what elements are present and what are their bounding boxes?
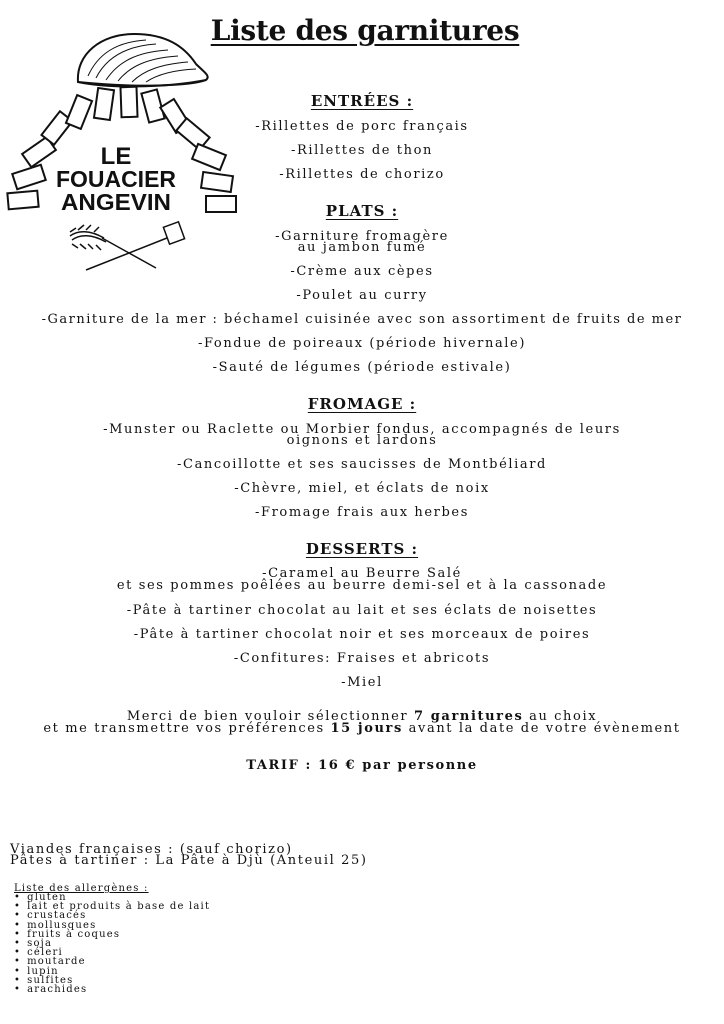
allergen-item: • céleri	[14, 948, 210, 957]
selection-note-line-1: Merci de bien vouloir sélectionner 7 garnitures au choix	[126, 709, 598, 724]
list-item: -Chèvre, miel, et éclats de noix	[234, 481, 490, 496]
list-item: -Miel	[341, 675, 383, 690]
list-item: -Garniture fromagère	[275, 229, 449, 244]
list-item: -Rillettes de thon	[290, 143, 434, 158]
list-item: -Crème aux cèpes	[290, 264, 434, 279]
allergen-item: • fruits à coques	[14, 930, 210, 939]
logo-line-1: LE	[100, 143, 132, 170]
allergen-item: • crustacés	[14, 911, 210, 920]
selection-note-line-2: et me transmettre vos préférences 15 jours avant la date de votre évènement	[43, 721, 681, 736]
list-item-continuation: oignons et lardons	[286, 433, 438, 448]
list-item-continuation: au jambon fumé	[297, 240, 427, 255]
allergen-list-title: Liste des allergènes :	[14, 883, 149, 894]
allergen-item: • gluten	[14, 893, 210, 902]
list-item: -Fromage frais aux herbes	[255, 505, 469, 520]
allergen-item: • arachides	[14, 985, 210, 994]
footer-meat-origin: Viandes françaises : (sauf chorizo)	[10, 842, 293, 857]
flat-cap-icon	[78, 34, 208, 86]
section-heading-entrees: ENTRÉES :	[310, 92, 414, 110]
tarif: TARIF : 16 € par personne	[246, 758, 478, 773]
list-item: -Garniture de la mer : béchamel cuisinée avec son assortiment de fruits de mer	[41, 312, 683, 327]
logo-line-3: ANGEVIN	[61, 189, 171, 215]
allergen-item: • mollusques	[14, 921, 210, 930]
section-heading-desserts: DESSERTS :	[305, 540, 419, 558]
allergen-item: • soja	[14, 939, 210, 948]
list-item: -Rillettes de porc français	[255, 119, 469, 134]
footer-spread-origin: Pâtes à tartiner : La Pâte à Djù (Anteuil 25)	[10, 853, 368, 868]
list-item-continuation: et ses pommes poêlées au beurre demi-sel et à la cassonade	[116, 578, 608, 593]
section-heading-plats: PLATS :	[325, 202, 399, 220]
allergen-list	[14, 893, 210, 994]
list-item: -Cancoillotte et ses saucisses de Montbéliard	[177, 457, 547, 472]
allergen-item: • lait et produits à base de lait	[14, 902, 210, 911]
list-item: -Sauté de légumes (période estivale)	[212, 360, 512, 375]
allergen-item: • lupin	[14, 967, 210, 976]
list-item: -Pâte à tartiner chocolat au lait et ses éclats de noisettes	[126, 603, 598, 618]
list-item: -Confitures: Fraises et abricots	[233, 651, 491, 666]
allergen-item: • sulfites	[14, 976, 210, 985]
list-item: -Munster ou Raclette ou Morbier fondus, accompagnés de leurs	[103, 422, 621, 437]
allergen-item: • moutarde	[14, 957, 210, 966]
list-item: -Poulet au curry	[296, 288, 428, 303]
list-item: -Rillettes de chorizo	[279, 167, 445, 182]
list-item: -Pâte à tartiner chocolat noir et ses morceaux de poires	[133, 627, 591, 642]
list-item: -Caramel au Beurre Salé	[262, 566, 462, 581]
section-heading-fromage: FROMAGE :	[307, 395, 417, 413]
list-item: -Fondue de poireaux (période hivernale)	[197, 336, 527, 351]
page-title: Liste des garnitures	[210, 14, 520, 47]
logo-line-2: FOUACIER	[56, 166, 177, 192]
